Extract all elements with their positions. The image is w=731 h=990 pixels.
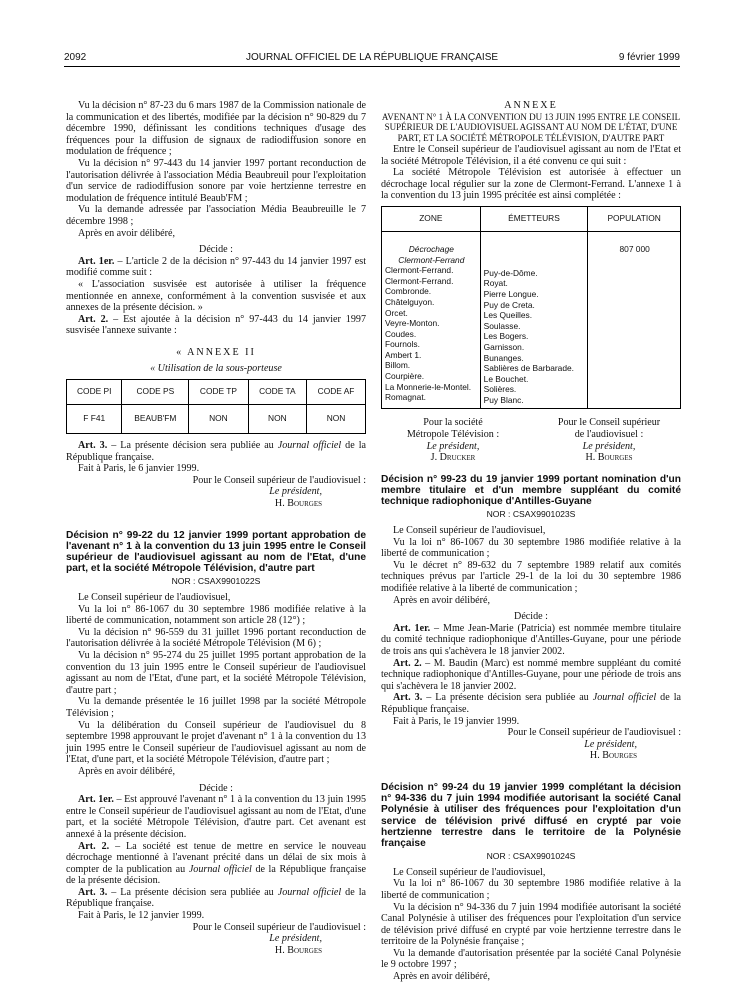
table-header: POPULATION	[588, 206, 681, 231]
signature-line: Pour la société	[423, 417, 483, 429]
transmitter-item: Puy-de-Dôme.	[483, 267, 538, 278]
signature-name: H. Bourges	[274, 944, 322, 956]
nor-reference: NOR : CSAX9901022S	[171, 576, 261, 587]
transmitter-item: Sablières de Barbarade.	[483, 363, 574, 374]
visa-paragraph: Vu la demande d'autorisation présentée par la société Canal Polynésie le 9 octobre 1997 ;	[381, 947, 681, 971]
table-header: CODE AF	[307, 380, 366, 405]
table-cell: NON	[307, 405, 366, 434]
nor-reference: NOR : CSAX9901024S	[486, 851, 576, 862]
population-cell	[588, 231, 681, 409]
nor-reference: NOR : CSAX9901023S	[486, 509, 576, 520]
visa-paragraph: Vu la loi n° 86-1067 du 30 septembre 1986 modifiée relative à la liberté de communication ;	[381, 878, 681, 901]
table-cell: BEAUB'FM	[122, 405, 189, 434]
signature-name: H. Bourges	[274, 498, 322, 510]
transmitter-item: Solières.	[483, 384, 517, 395]
visa-paragraph: Le Conseil supérieur de l'audiovisuel,	[78, 592, 231, 604]
signature-role: Le président,	[426, 440, 480, 452]
table-header: CODE TA	[248, 380, 306, 405]
annex-title: ANNEXE	[504, 100, 558, 111]
transmitter-item: Pierre Longue.	[483, 288, 539, 299]
visa-paragraph: Vu la décision n° 94-336 du 7 juin 1994 modifiée autorisant la société Canal Polynésie à utiliser des fréquences pour l'exploitation d'un service de télévision privé diffusé en crypté par voie hertzienne terrestre dans le territoire de la Polynésie française ;	[381, 901, 681, 948]
article-label: Art. 3.	[78, 886, 108, 898]
table-row	[67, 405, 366, 434]
annex-subtitle: « Utilisation de la sous-porteuse	[150, 363, 282, 375]
signature-line: Pour le Conseil supérieur de l'audiovisuel :	[192, 921, 366, 933]
transmitter-item: Royat.	[483, 278, 508, 289]
annex-title: « ANNEXE II	[176, 346, 256, 358]
transmitter-item: Les Bogers.	[483, 331, 529, 342]
signature-role: Le président,	[584, 738, 637, 750]
zone-item: Veyre-Monton.	[385, 318, 440, 329]
zone-title: Clermont-Ferrand	[398, 254, 465, 265]
page-header	[64, 52, 680, 67]
article-3: Art. 3. – La présente décision sera publiée au Journal officiel de la République française.	[66, 440, 366, 463]
signature-role: Le président,	[582, 440, 636, 452]
population-value: 807 000	[619, 243, 650, 254]
article-1: Art. 1er. – Est approuvé l'avenant n° 1 à la convention du 13 juin 1995 entre le Conseil supérieur de l'audiovisuel agissant au nom de l'Etat, d'une part, et la société Métropole Télévision, d'autre part. Cet avenant est annexé à la présente décision.	[66, 794, 366, 840]
right-column	[381, 100, 681, 983]
transmitter-item: Soulasse.	[483, 320, 521, 331]
signature-line: de l'audiovisuel :	[574, 429, 644, 441]
visa-paragraph: Vu la décision n° 95-274 du 25 juillet 1995 portant approbation de la convention du 13 juin 1995 entre le Conseil supérieur de l'audiovisuel agissant au nom de l'Etat, d'une part, et la société Métropole Télévision, d'autre part ;	[66, 650, 366, 696]
zone-title: Décrochage	[408, 243, 454, 254]
page-number: 2092	[64, 52, 87, 63]
zone-list	[385, 265, 478, 403]
decide-heading: Décide :	[514, 611, 548, 623]
done-at: Fait à Paris, le 19 janvier 1999.	[393, 715, 520, 727]
left-column	[66, 100, 366, 956]
zone-item: Clermont-Ferrand.	[385, 275, 454, 286]
table-cell: F F41	[67, 405, 122, 434]
deliberation-line: Après en avoir délibéré,	[393, 594, 490, 606]
article-2: Art. 2. – M. Baudin (Marc) est nommé membre suppléant du comité technique radiophonique d'Antilles-Guyane, pour une période de trois ans qui s'achèvera le 18 janvier 2002.	[381, 657, 681, 692]
visa-paragraph: Le Conseil supérieur de l'audiovisuel,	[393, 866, 546, 878]
article-label: Art. 1er.	[78, 794, 114, 806]
decision-title: Décision n° 99-24 du 19 janvier 1999 complétant la décision n° 94-336 du 7 juin 1994 modifiée autorisant la société Canal Polynésie à utiliser des fréquences pour l'exploitation d'un service de télévision privé diffusé en crypté par voie hertzienne terrestre dans le territoire de la Polynésie française	[381, 781, 681, 849]
transmitter-item: Puy de Creta.	[483, 299, 535, 310]
article-quote: « L'association susvisée est autorisée à utiliser la fréquence mentionnée en annexe, conformément à la convention susvisée et aux annexes de la présente décision. »	[66, 278, 366, 314]
signature-name: H. Bourges	[589, 750, 637, 762]
signature-name: H. Bourges	[585, 452, 633, 464]
journal-title: JOURNAL OFFICIEL DE LA RÉPUBLIQUE FRANÇAISE	[245, 52, 499, 63]
visa-paragraph: Vu la décision n° 96-559 du 31 juillet 1996 portant reconduction de l'autorisation délivrée à la société Métropole Télévision (M 6) ;	[66, 626, 366, 650]
article-1: Art. 1er. – Mme Jean-Marie (Patricia) est nommée membre titulaire du comité technique radiophonique d'Antilles-Guyane, pour une période de trois ans qui s'achèvera le 18 janvier 2002.	[381, 622, 682, 657]
visa-paragraph: Vu la décision n° 87-23 du 6 mars 1987 de la Commission nationale de la communication et des libertés, modifiée par la décision n° 90-829 du 7 décembre 1990, définissant les conditions techniques d'usage des fréquences pour la diffusion de signaux de radiodiffusion sonore en modulation de fréquence ;	[66, 100, 366, 158]
article-2	[66, 314, 366, 337]
article-3: Art. 3. – La présente décision sera publiée au Journal officiel de la République française.	[66, 886, 366, 910]
zone-item: Romagnat.	[385, 392, 426, 403]
article-3: Art. 3. – La présente décision sera publiée au Journal officiel de la République française.	[381, 692, 681, 715]
article-1	[66, 256, 366, 279]
transmitter-item: Bunanges.	[483, 352, 524, 363]
visa-paragraph: Vu la loi n° 86-1067 du 30 septembre 1986 modifiée relative à la liberté de communication ;	[381, 536, 681, 560]
signature-name: J. Drucker	[430, 452, 476, 464]
done-at: Fait à Paris, le 12 janvier 1999.	[78, 910, 205, 922]
table-header: ÉMETTEURS	[480, 206, 588, 231]
done-at: Fait à Paris, le 6 janvier 1999.	[78, 463, 200, 475]
deliberation-line: Après en avoir délibéré,	[78, 227, 175, 239]
visa-paragraph: Le Conseil supérieur de l'audiovisuel,	[393, 525, 546, 537]
deliberation-line: Après en avoir délibéré,	[393, 971, 490, 983]
zone-item: Châtelguyon.	[385, 296, 435, 307]
signature-role: Le président,	[269, 933, 322, 945]
dual-signature	[381, 417, 681, 463]
article-text: – L'article 2 de la décision n° 97-443 du 14 janvier 1997 est modifié comme suit :	[66, 255, 367, 279]
transmitter-item: Garnisson.	[483, 341, 525, 352]
transmitter-cell	[480, 231, 588, 409]
annex-paragraph: La société Métropole Télévision est autorisée à effectuer un décrochage local régulier sur la zone de Clermont-Ferrand. L'annexe 1 à la convention du 13 juin 1995 précitée est ainsi complétée :	[381, 167, 681, 202]
zone-item: Courpière.	[385, 371, 425, 382]
transmitter-item: Puy Blanc.	[483, 394, 524, 405]
signature-line: Pour le Conseil supérieur	[557, 417, 661, 429]
visa-paragraph: Vu la demande adressée par l'association Média Beaubreuille le 7 décembre 1998 ;	[66, 204, 366, 227]
article-text: – Est ajoutée à la décision n° 97-443 du 14 janvier 1997 susvisée l'annexe suivante :	[66, 313, 366, 337]
zone-item: Fournols.	[385, 339, 420, 350]
visa-paragraph: Vu la décision n° 97-443 du 14 janvier 1997 portant reconduction de l'autorisation délivrée à l'association Média Beaubreuil pour l'exploitation d'un service de radiodiffusion sonore par voie hertzienne terrestre en modulation de fréquence intitulé Beaub'FM ;	[66, 157, 366, 204]
article-label: Art. 2.	[78, 313, 109, 325]
zone-item: Coudes.	[385, 328, 417, 339]
issue-date: 9 février 1999	[618, 52, 680, 63]
signature-line: Métropole Télévision :	[406, 429, 500, 441]
deliberation-line: Après en avoir délibéré,	[78, 765, 175, 777]
table-cell: NON	[248, 405, 306, 434]
decide-heading: Décide :	[199, 244, 233, 256]
visa-paragraph: Vu la délibération du Conseil supérieur de l'audiovisuel du 8 septembre 1998 approuvant le projet d'avenant n° 1 à la convention du 13 juin 1995 entre le Conseil supérieur de l'audiovisuel agissant au nom de l'Etat, d'une part, et la société Métropole Télévision, d'autre part ;	[66, 719, 366, 766]
article-label: Art. 1er.	[78, 255, 115, 267]
subcarrier-table	[66, 379, 366, 434]
article-label: Art. 1er.	[393, 622, 431, 634]
annex-paragraph: Entre le Conseil supérieur de l'audiovisuel agissant au nom de l'Etat et la société Métropole Télévision, il a été convenu ce qui suit :	[381, 143, 681, 167]
article-label: Art. 2.	[78, 840, 110, 852]
zone-item: La Monnerie-le-Montel.	[385, 381, 472, 392]
signature-line: Pour le Conseil supérieur de l'audiovisuel :	[507, 727, 681, 739]
article-label: Art. 3.	[393, 692, 423, 704]
visa-paragraph: Vu le décret n° 89-632 du 7 septembre 1989 relatif aux comités techniques prévus par l'article 29-1 de la loi du 30 septembre 1986 modifiée relative à la liberté de communication ;	[381, 559, 681, 595]
table-header: CODE PI	[67, 380, 122, 405]
decide-heading: Décide :	[199, 782, 233, 794]
transmitter-item: Le Bouchet.	[483, 373, 529, 384]
visa-paragraph: Vu la loi n° 86-1067 du 30 septembre 1986 modifiée relative à la liberté de communication, notamment son article 28 (12°) ;	[66, 603, 366, 627]
article-label: Art. 3.	[78, 440, 108, 452]
zone-item: Combronde.	[385, 286, 432, 297]
transmitter-item: Les Queilles.	[483, 310, 533, 321]
table-row	[382, 231, 681, 409]
zone-item: Clermont-Ferrand.	[385, 265, 454, 276]
zone-item: Billom.	[385, 360, 411, 371]
decision-title: Décision n° 99-22 du 12 janvier 1999 portant approbation de l'avenant n° 1 à la convention du 13 juin 1995 entre le Conseil supérieur de l'audiovisuel agissant au nom de l'Etat, d'une part, et la société Métropole Télévision, d'autre part	[66, 529, 366, 575]
table-header: CODE TP	[189, 380, 248, 405]
visa-paragraph: Vu la demande présentée le 16 juillet 1998 par la société Métropole Télévision ;	[66, 696, 366, 719]
zone-item: Orcet.	[385, 307, 408, 318]
signature-line: Pour le Conseil supérieur de l'audiovisuel :	[192, 474, 366, 486]
table-header: CODE PS	[122, 380, 189, 405]
article-label: Art. 2.	[393, 657, 422, 669]
article-2: Art. 2. – La société est tenue de mettre en service le nouveau décrochage mentionné à l'avenant précité dans un délai de six mois à compter de la publication au Journal officiel de la République française de la présente décision.	[66, 840, 366, 887]
table-cell: NON	[189, 405, 248, 434]
zone-cell	[382, 231, 481, 409]
decision-title: Décision n° 99-23 du 19 janvier 1999 portant nomination d'un membre titulaire et d'un membre suppléant du comité technique radiophonique d'Antilles-Guyane	[381, 473, 681, 508]
transmitter-list	[484, 268, 586, 406]
signature-role: Le président,	[269, 486, 322, 498]
annex-heading: AVENANT N° 1 À LA CONVENTION DU 13 JUIN 1995 ENTRE LE CONSEIL SUPÉRIEUR DE L'AUDIOVISUEL AGISSANT AU NOM DE L'ÉTAT, D'UNE PART, ET LA SOCIÉTÉ MÉTROPOLE TÉLÉVISION, D'AUTRE PART	[381, 111, 681, 144]
table-header: ZONE	[382, 206, 481, 231]
broadcast-zone-table	[381, 206, 681, 410]
zone-item: Ambert 1.	[385, 349, 422, 360]
